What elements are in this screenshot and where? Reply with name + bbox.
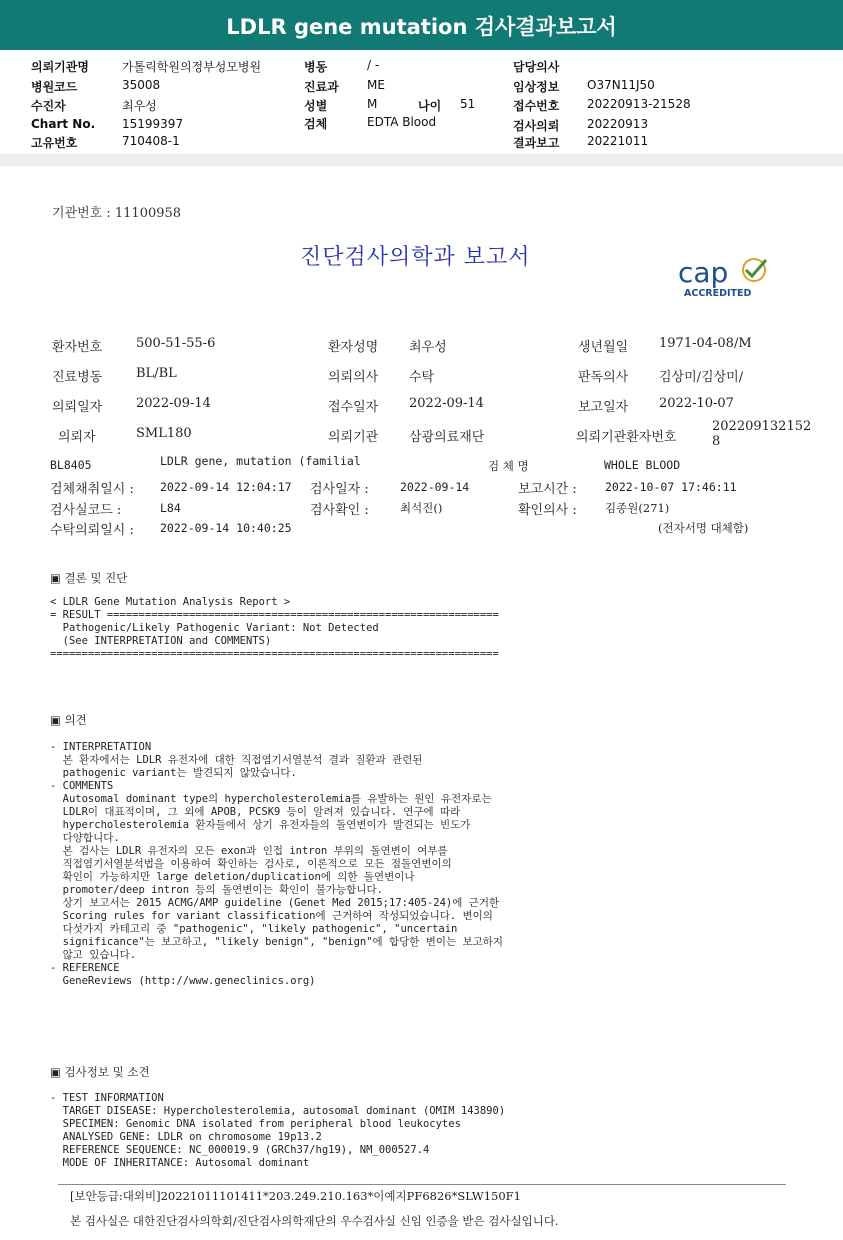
section-test-info-title: ▣ 검사정보 및 소견 [50, 1065, 150, 1079]
patient-name-value: 최우성 [409, 340, 447, 355]
report-line: pathogenic variant는 발견되지 않았습니다. [50, 767, 297, 779]
conclusion-body [50, 596, 499, 661]
receipt-value: 20220913-21528 [587, 97, 691, 111]
hosp-code-label: 병원코드 [31, 80, 78, 94]
report-line: REFERENCE SEQUENCE: NC_000019.9 (GRCh37/hg19), NM_000527.4 [50, 1144, 430, 1156]
divider-band [0, 154, 843, 166]
ward-value: / - [367, 58, 380, 72]
cap-logo-subtext: ACCREDITED [684, 288, 752, 299]
specimen-label: 검체 [304, 117, 328, 131]
report-line: - REFERENCE [50, 962, 120, 974]
requester-value: SML180 [136, 426, 192, 441]
recipient-value: 최우성 [122, 99, 157, 113]
report-line: = RESULT ============================================================== [50, 609, 499, 621]
dept-label: 진료과 [304, 80, 339, 94]
dept-value: ME [367, 78, 385, 92]
req-date-value: 2022-09-14 [136, 396, 211, 411]
req-date-label: 의뢰일자 [52, 400, 103, 415]
report-line: hypercholesterolemia 환자들에서 상기 유전자들의 돌연변이가 발견되는 빈도가 [50, 819, 471, 831]
esignature-note: (전자서명 대체함) [658, 521, 749, 535]
report-line: TARGET DISEASE: Hypercholesterolemia, autosomal dominant (OMIM 143890) [50, 1105, 506, 1117]
recipient-label: 수진자 [31, 99, 66, 113]
req-org-value: 가톨릭학원의정부성모병원 [122, 60, 262, 74]
report-line: 상기 보고서는 2015 ACMG/AMP guideline (Genet Med 2015;17:405-24)에 근거한 [50, 897, 500, 909]
report-line: Scoring rules for variant classification에 근거하여 작성되었습니다. 변이의 [50, 910, 493, 922]
rep-date-label: 보고일자 [578, 400, 629, 415]
collect-time-label: 검체채취일시 : [50, 482, 134, 497]
recv-date-label: 접수일자 [328, 400, 379, 415]
req-inst-label: 의뢰기관 [328, 430, 379, 445]
req-inst-patient-value-2: 8 [712, 434, 721, 449]
consign-time-value: 2022-09-14 10:40:25 [160, 521, 292, 535]
report-line: Pathogenic/Likely Pathogenic Variant: Not Detected [50, 622, 379, 634]
test-confirm-value: 최석진() [400, 501, 443, 515]
institution-number: 기관번호 : 11100958 [52, 206, 182, 221]
accreditation-footer: 본 검사실은 대한진단검사의학회/진단검사의학재단의 우수검사실 신임 인증을 받은 검사실입니다. [70, 1214, 559, 1228]
confirm-doctor-label: 확인의사 : [518, 503, 577, 518]
report-line: Autosomal dominant type의 hypercholesterolemia를 유발하는 원인 유전자로는 [50, 793, 492, 805]
specimen-value: EDTA Blood [367, 115, 437, 129]
request-label: 검사의뢰 [513, 119, 560, 133]
ward-field-value: BL/BL [136, 366, 177, 381]
lab-report [0, 166, 843, 1240]
ward-field-label: 진료병동 [52, 370, 103, 385]
lab-code-value: L84 [160, 501, 181, 515]
specimen-name-value: WHOLE BLOOD [604, 458, 681, 472]
requester-label: 의뢰자 [58, 430, 96, 445]
req-inst-patient-label: 의뢰기관환자번호 [576, 430, 677, 445]
specimen-name-label: 검 체 명 [488, 459, 529, 473]
report-title: 진단검사의학과 보고서 [300, 245, 531, 270]
report-line: - TEST INFORMATION [50, 1092, 164, 1104]
test-info-body [50, 1092, 505, 1170]
footer-rule [58, 1184, 786, 1185]
report-line: 본 환자에서는 LDLR 유전자에 대한 직접염기서열분석 결과 질환과 관련된 [50, 754, 423, 766]
unique-no-label: 고유번호 [31, 136, 78, 150]
recv-date-value: 2022-09-14 [409, 396, 484, 411]
security-line: [보안등급:대외비]20221011101411*203.249.210.163*이예지PF6826*SLW150F1 [70, 1189, 521, 1203]
req-inst-value: 삼광의료재단 [409, 430, 485, 445]
report-line: SPECIMEN: Genomic DNA isolated from peripheral blood leukocytes [50, 1118, 461, 1130]
report-line: MODE OF INHERITANCE: Autosomal dominant [50, 1157, 310, 1169]
report-line: (See INTERPRETATION and COMMENTS) [50, 635, 272, 647]
receipt-label: 접수번호 [513, 99, 560, 113]
read-doctor-value: 김상미/김상미/ [659, 370, 744, 385]
patient-no-value: 500-51-55-6 [136, 336, 216, 351]
test-date-value: 2022-09-14 [400, 480, 470, 494]
report-time-label: 보고시간 : [518, 482, 577, 497]
age-value: 51 [460, 97, 476, 111]
sex-label: 성별 [304, 99, 328, 113]
section-opinion-title: ▣ 의견 [50, 713, 87, 727]
lab-code-label: 검사실코드 : [50, 503, 122, 518]
report-line: ANALYSED GENE: LDLR on chromosome 19p13.2 [50, 1131, 322, 1143]
dob-value: 1971-04-08/M [659, 336, 752, 351]
request-value: 20220913 [587, 117, 649, 131]
req-org-label: 의뢰기관명 [31, 60, 89, 74]
read-doctor-label: 판독의사 [578, 370, 629, 385]
consign-time-label: 수탁의뢰일시 : [50, 523, 134, 538]
test-date-label: 검사일자 : [310, 482, 369, 497]
report-line: - COMMENTS [50, 780, 114, 792]
report-line: 확인이 가능하지만 large deletion/duplication에 의한 돌연변이나 [50, 871, 415, 883]
report-time-value: 2022-10-07 17:46:11 [605, 480, 737, 494]
clinical-value: O37N11J50 [587, 78, 655, 92]
report-line: 본 검사는 LDLR 유전자의 모든 exon과 인접 intron 부위의 돌연변이 여부를 [50, 845, 448, 857]
report-line: 다양합니다. [50, 832, 120, 844]
chart-no-value: 15199397 [122, 117, 184, 131]
collect-time-value: 2022-09-14 12:04:17 [160, 480, 292, 494]
opinion-body [50, 741, 503, 988]
report-line: - INTERPRETATION [50, 741, 152, 753]
patient-no-label: 환자번호 [52, 340, 103, 355]
report-date-label: 결과보고 [513, 136, 560, 150]
chart-no-label: Chart No. [31, 117, 96, 131]
report-line: 직접염기서열분석법을 이용하여 확인하는 검사로, 이론적으로 모든 점돌연변이의 [50, 858, 452, 870]
document-title: LDLR gene mutation 검사결과보고서 [0, 0, 843, 50]
req-doctor-value: 수탁 [409, 370, 435, 385]
report-line: significance"는 보고하고, "likely benign", "benign"에 합당한 변이는 보고하지 [50, 936, 504, 948]
patient-name-label: 환자성명 [328, 340, 379, 355]
test-code: BL8405 [50, 458, 92, 472]
test-confirm-label: 검사확인 : [310, 503, 369, 518]
req-doctor-label: 의뢰의사 [328, 370, 379, 385]
report-line: GeneReviews (http://www.geneclinics.org) [50, 975, 316, 987]
cap-logo-text: cap [678, 256, 729, 289]
ward-label: 병동 [304, 60, 328, 74]
section-conclusion-title: ▣ 결론 및 진단 [50, 571, 128, 585]
report-line: < LDLR Gene Mutation Analysis Report > [50, 596, 291, 608]
hosp-code-value: 35008 [122, 78, 161, 92]
doctor-label: 담당의사 [513, 60, 560, 74]
dob-label: 생년월일 [578, 340, 629, 355]
report-line: LDLR이 대표적이며, 그 외에 APOB, PCSK9 등이 알려져 있습니다. 연구에 따라 [50, 806, 461, 818]
test-name: LDLR gene, mutation (familial [160, 454, 361, 468]
report-line: 다섯가지 카테고리 중 "pathogenic", "likely pathogenic", "uncertain [50, 923, 458, 935]
unique-no-value: 710408-1 [122, 134, 180, 148]
report-date-value: 20221011 [587, 134, 649, 148]
report-line: 않고 있습니다. [50, 949, 137, 961]
age-label: 나이 [418, 99, 442, 113]
report-line: promoter/deep intron 등의 돌연변이는 확인이 불가능합니다. [50, 884, 383, 896]
cap-accredited-logo [676, 252, 786, 302]
order-header [0, 50, 843, 154]
report-line: ======================================================================= [50, 648, 499, 660]
rep-date-value: 2022-10-07 [659, 396, 734, 411]
req-inst-patient-value-1: 202209132152 [712, 419, 812, 434]
sex-value: M [367, 97, 378, 111]
confirm-doctor-value: 김종원(271) [605, 501, 670, 515]
clinical-label: 임상정보 [513, 80, 560, 94]
